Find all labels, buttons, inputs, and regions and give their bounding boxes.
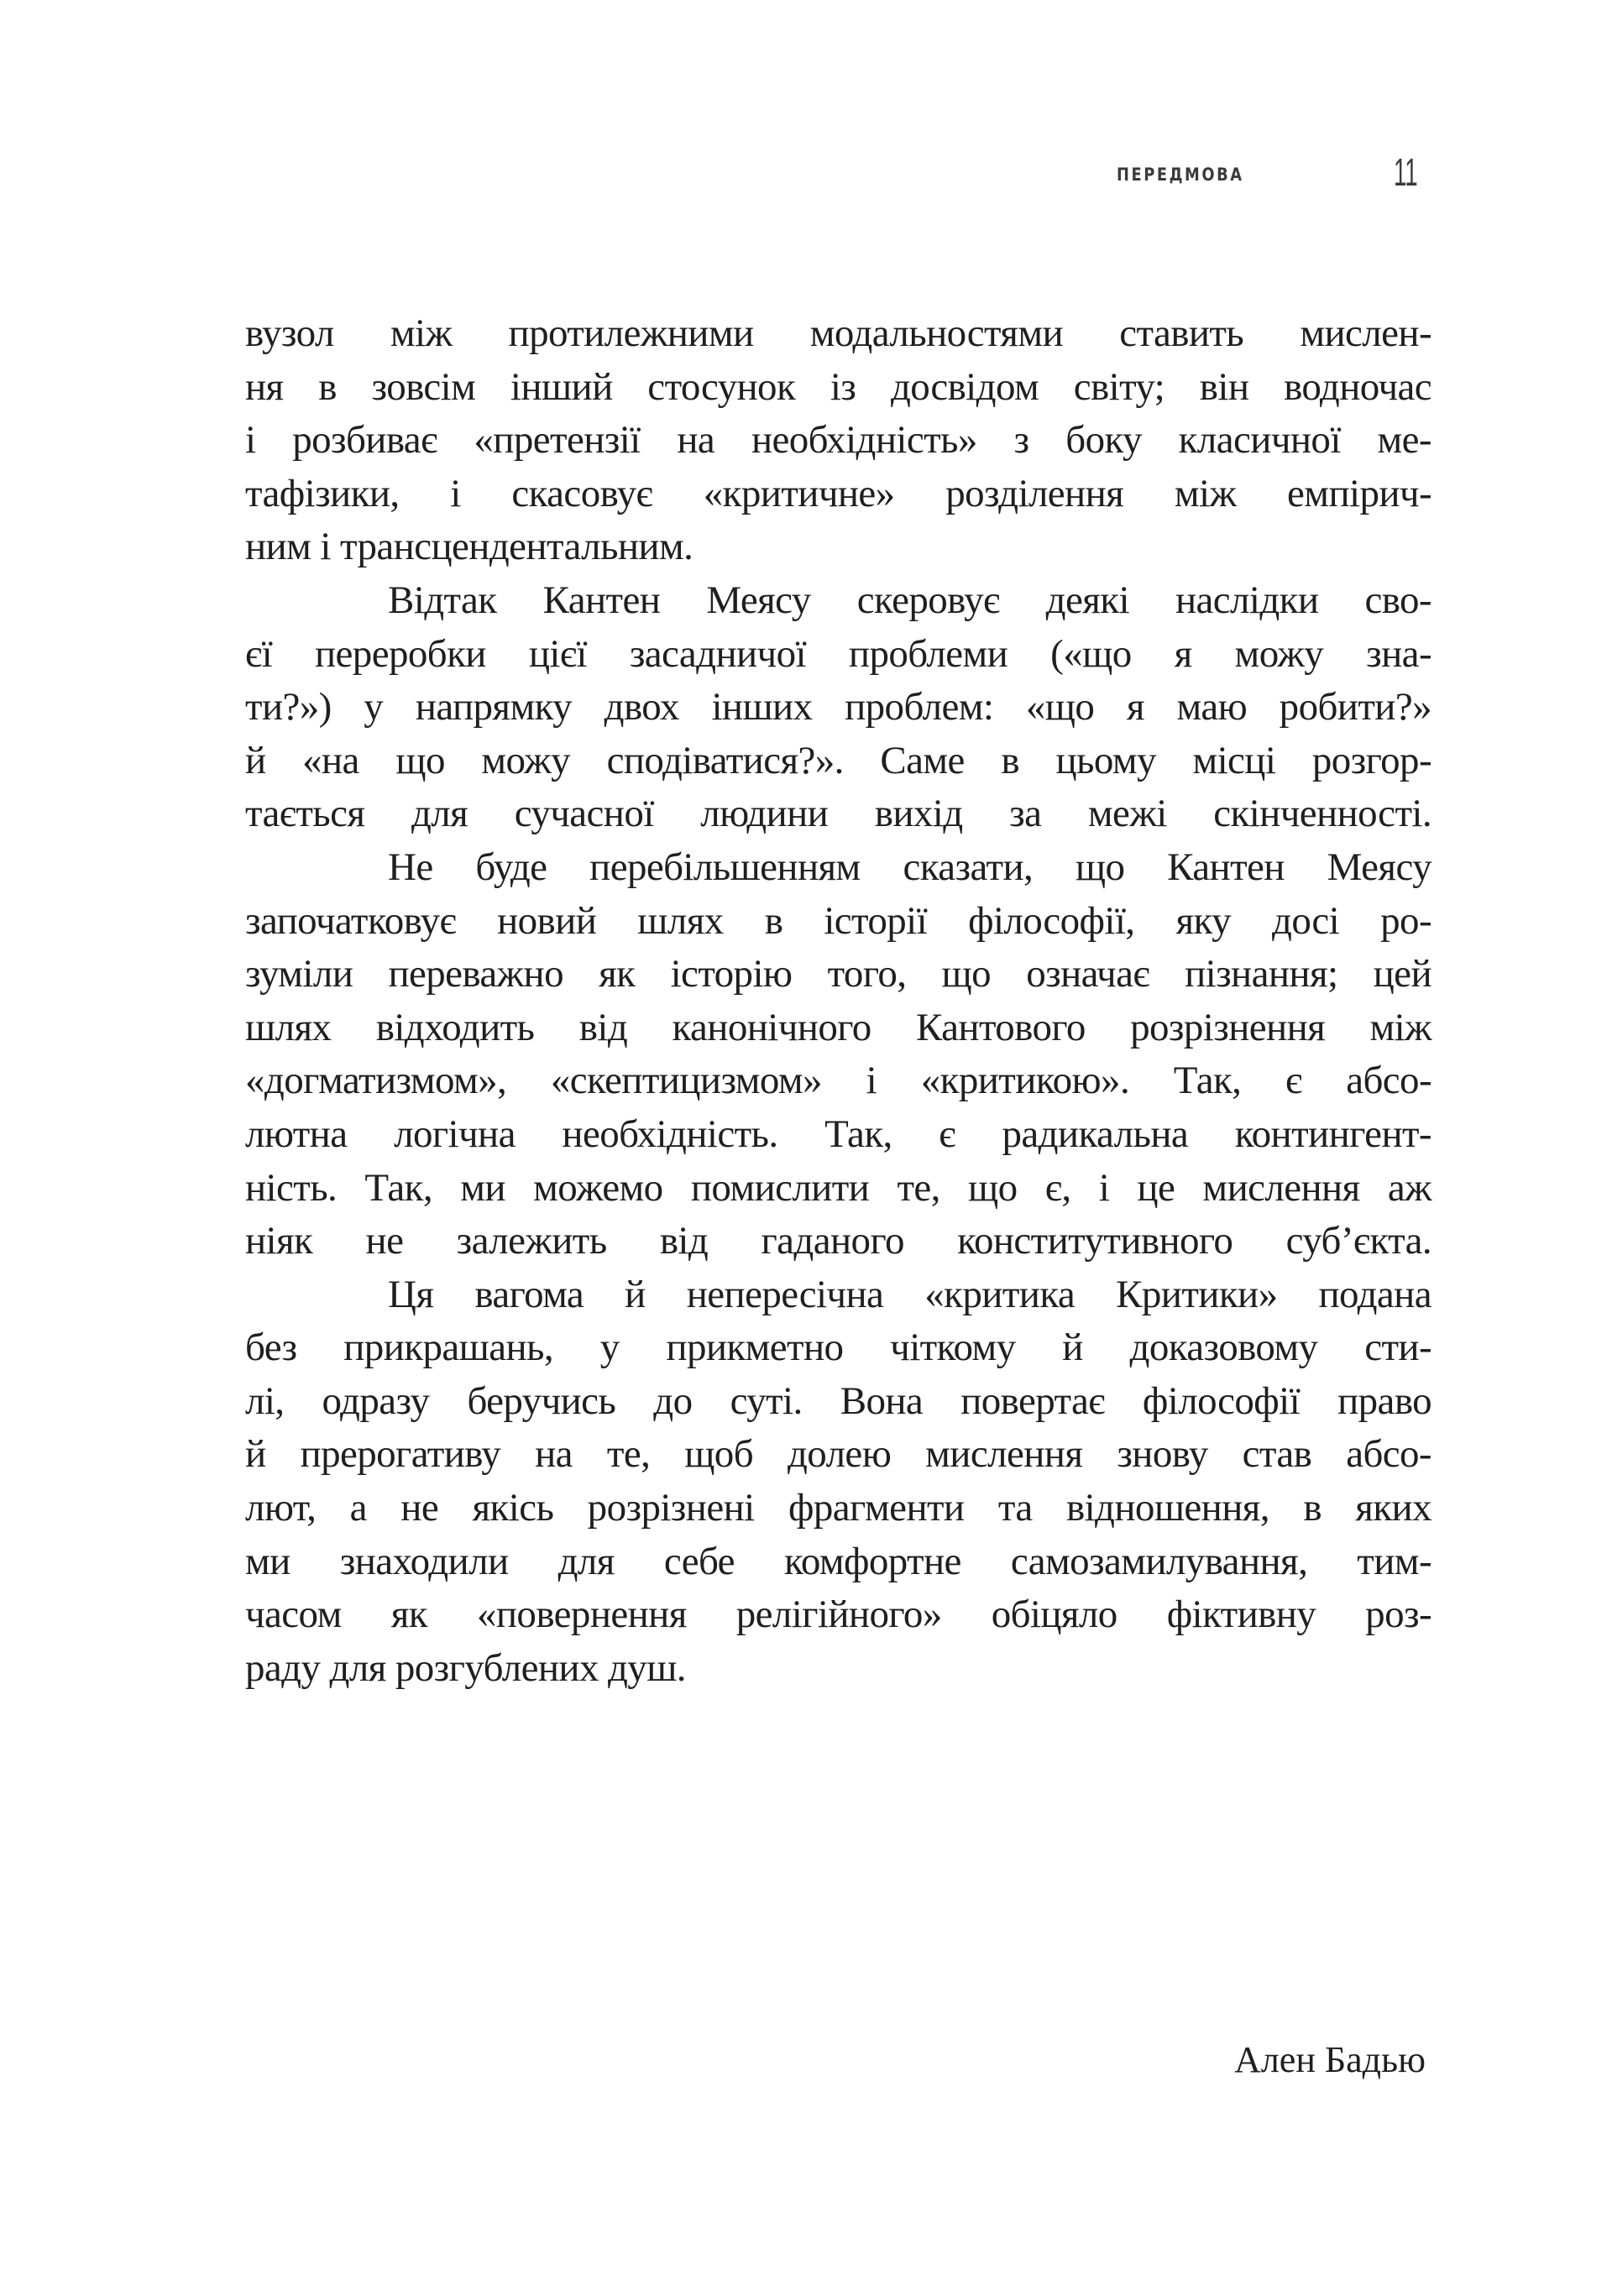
paragraph xyxy=(245,1268,1431,1696)
text-line: ми знаходили для себе комфортне самозамилування, тим- xyxy=(245,1539,1431,1583)
page-number: 11 xyxy=(1394,150,1418,194)
text-line: й прерогативу на те, щоб долею мислення знову став абсо- xyxy=(245,1432,1431,1477)
body-text xyxy=(245,307,1431,1695)
running-head: ПЕРЕДМОВА xyxy=(1117,165,1244,185)
text-line: часом як «повернення релігійного» обіцяло фіктивну роз- xyxy=(245,1593,1431,1637)
text-line: ність. Так, ми можемо помислити те, що є, і це мислення аж xyxy=(245,1165,1431,1210)
text-line: єї переробки цієї засадничої проблеми («що я можу зна- xyxy=(245,631,1431,676)
text-line: лют, а не якісь розрізнені фрагменти та відношення, в яких xyxy=(245,1486,1431,1530)
text-line: зуміли переважно як історію того, що означає пізнання; цей xyxy=(245,952,1431,996)
text-line: ти?») у напрямку двох інших проблем: «що я маю робити?» xyxy=(245,685,1431,730)
text-line: Не буде перебільшенням сказати, що Кантен Меясу xyxy=(388,845,1431,889)
text-line: і розбиває «претензії на необхідність» з боку класичної ме- xyxy=(245,418,1431,463)
text-line: лі, одразу беручись до суті. Вона повертає філософії право xyxy=(245,1378,1431,1423)
text-line: шлях відходить від канонічного Кантового розрізнення між xyxy=(245,1005,1431,1049)
text-line: вузол між протилежними модальностями ставить мислен- xyxy=(245,311,1431,355)
text-line: без прикрашань, у прикметно чіткому й доказовому сти- xyxy=(245,1326,1431,1370)
text-line: тається для сучасної людини вихід за межі скінченності. xyxy=(245,792,1431,836)
paragraph xyxy=(245,574,1431,841)
paragraph xyxy=(245,307,1431,574)
text-line: ня в зовсім інший стосунок із досвідом світу; він водночас xyxy=(245,364,1431,409)
text-line: ним і трансцендентальним. xyxy=(245,525,693,569)
text-line: раду для розгублених душ. xyxy=(245,1645,686,1690)
text-line: тафізики, і скасовує «критичне» розділення між емпірич- xyxy=(245,471,1431,515)
text-line: започатковує новий шлях в історії філософії, яку досі ро- xyxy=(245,898,1431,943)
paragraph xyxy=(245,841,1431,1268)
author-signature: Ален Бадью xyxy=(1234,2039,1426,2080)
text-line: лютна логічна необхідність. Так, є радикальна контингент- xyxy=(245,1111,1431,1156)
text-line: Ця вагома й непересічна «критика Критики» подана xyxy=(388,1272,1431,1316)
text-line: Відтак Кантен Меясу скеровує деякі наслідки сво- xyxy=(388,578,1431,622)
text-line: ніяк не залежить від гаданого конститутивного суб’єкта. xyxy=(245,1219,1431,1263)
text-line: й «на що можу сподіватися?». Саме в цьому місці розгор- xyxy=(245,738,1431,782)
text-line: «догматизмом», «скептицизмом» і «критикою». Так, є абсо- xyxy=(245,1059,1431,1103)
